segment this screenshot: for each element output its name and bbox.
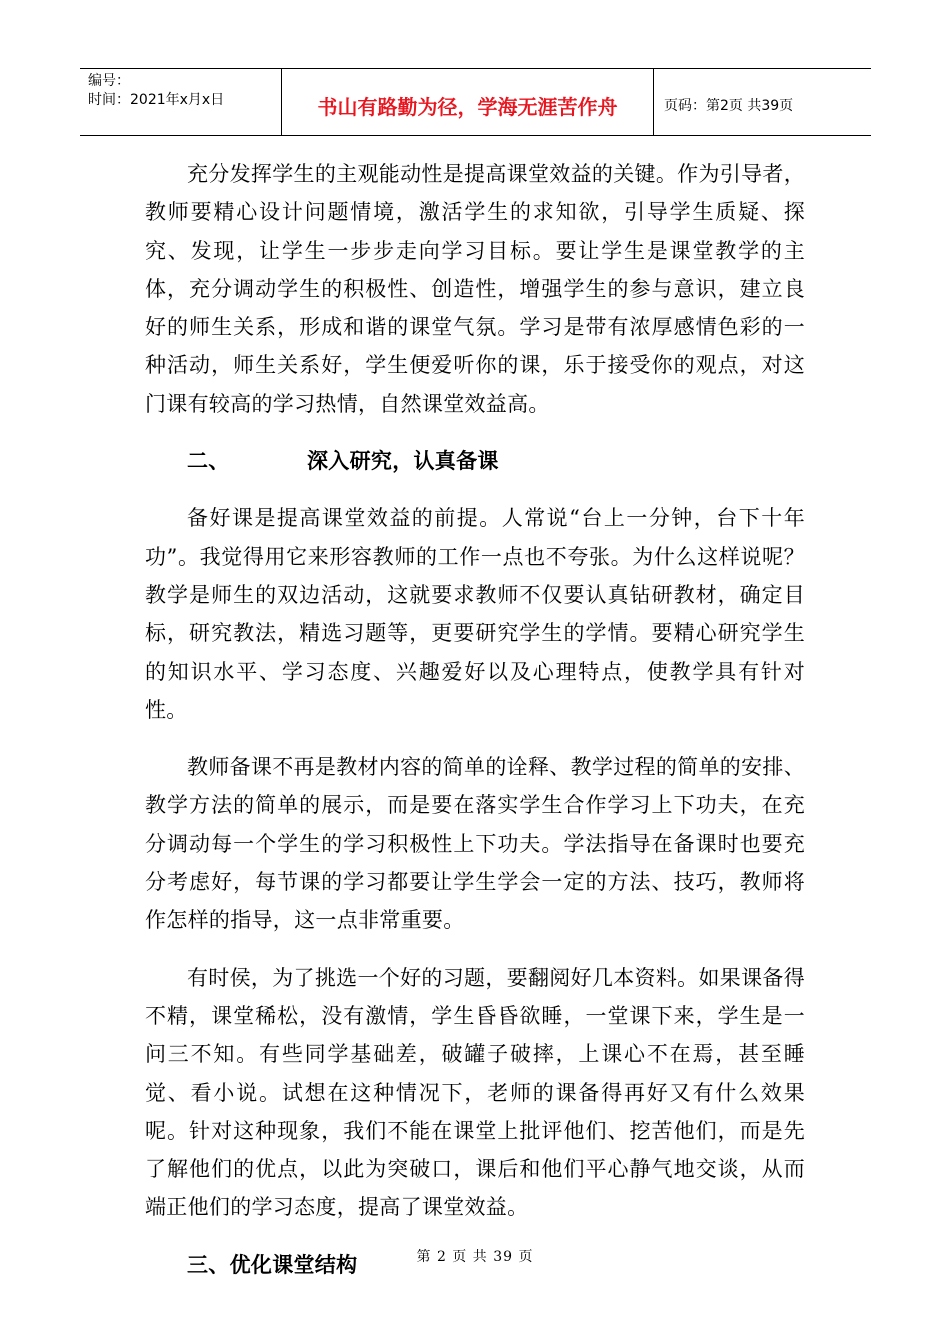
header-motto: 书山有路勤为径，学海无涯苦作舟 bbox=[282, 69, 654, 135]
page-footer: 第 2 页 共 39 页 bbox=[416, 1249, 534, 1265]
paragraph-2: 备好课是提高课堂效益的前提。人常说“台上一分钟，台下十年功”。我觉得用它来形容教师的工作一点也不夸张。为什么这样说呢？教学是师生的双边活动，这就要求教师不仅要认真钻研教材，确定目标，研究教法，精选习题等，更要研究学生的学情。要精心研究学生的知识水平、学习态度、兴趣爱好以及心理特点，使教学具有针对性。 bbox=[145, 506, 805, 722]
paragraph-4: 有时侯，为了挑选一个好的习题，要翻阅好几本资料。如果课备得不精，课堂稀松，没有激情，学生昏昏欲睡，一堂课下来，学生是一问三不知。有些同学基础差，破罐子破摔，上课心不在焉，甚至睡觉、看小说。试想在这种情况下，老师的课备得再好又有什么效果呢。针对这种现象，我们不能在课堂上批评他们、挖苦他们，而是先了解他们的优点，以此为突破口，课后和他们平心静气地交谈，从而端正他们的学习态度，提高了课堂效益。 bbox=[145, 965, 805, 1220]
header-page-info: 页码：第2页 共39页 bbox=[664, 98, 794, 114]
paragraph-1: 充分发挥学生的主观能动性是提高课堂效益的关键。作为引导者，教师要精心设计问题情境，激活学生的求知欲，引导学生质疑、探究、发现，让学生一步步走向学习目标。要让学生是课堂教学的主体，充分调动学生的积极性、创造性，增强学生的参与意识，建立良好的师生关系，形成和谐的课堂气氛。学习是带有浓厚感情色彩的一种活动，师生关系好，学生便爱听你的课，乐于接受你的观点，对这门课有较高的学习热情，自然课堂效益高。 bbox=[145, 162, 805, 416]
time-label: 时间：2021年x月x日 bbox=[88, 92, 225, 108]
page-header bbox=[80, 68, 871, 136]
header-meta bbox=[80, 69, 282, 135]
paragraph-3: 教师备课不再是教材内容的简单的诠释、教学过程的简单的安排、教学方法的简单的展示，而是要在落实学生合作学习上下功夫，在充分调动每一个学生的学习积极性上下功夫。学法指导在备课时也要充分考虑好，每节课的学习都要让学生学会一定的方法、技巧，教师将作怎样的指导，这一点非常重要。 bbox=[145, 755, 805, 933]
section-number-2: 二、 bbox=[187, 448, 230, 474]
document-body bbox=[145, 155, 805, 1284]
section-heading-2 bbox=[145, 442, 805, 480]
code-label: 编号： bbox=[88, 73, 130, 89]
section-title-2: 深入研究，认真备课 bbox=[307, 448, 499, 474]
section-heading-3: 三、优化课堂结构 bbox=[187, 1251, 358, 1277]
